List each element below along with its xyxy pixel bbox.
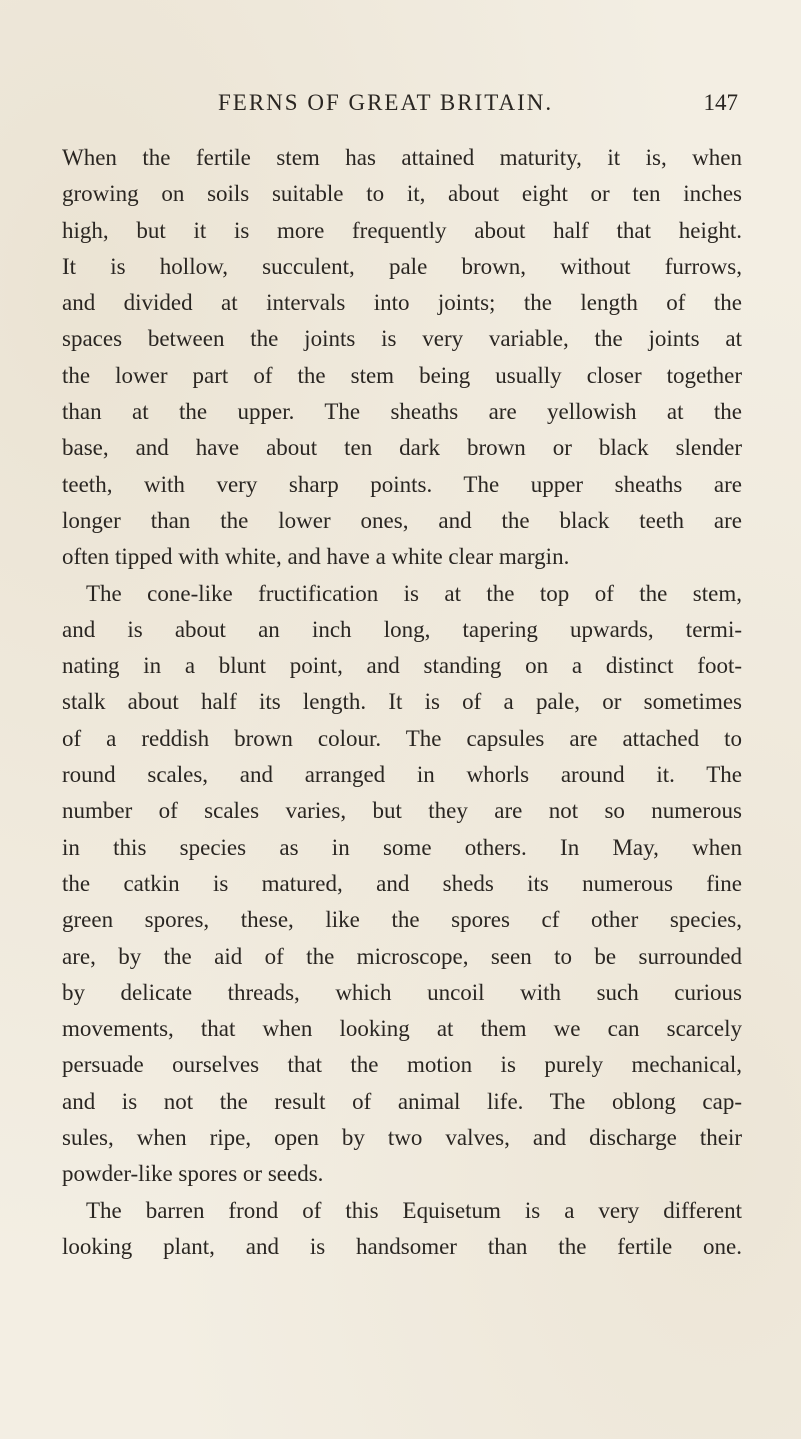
text-line: than at the upper. The sheaths are yellowish at the [62,399,742,425]
text-line: round scales, and arranged in whorls around it. The [62,762,742,788]
text-line: The barren frond of this Equisetum is a very different [86,1197,742,1223]
text-line: sules, when ripe, open by two valves, and discharge their [62,1125,742,1151]
text-line: spaces between the joints is very variable, the joints at [62,326,742,352]
text-line: stalk about half its length. It is of a pale, or sometimes [62,689,742,715]
text-line: base, and have about ten dark brown or black slender [62,435,742,461]
body-text [62,140,742,1265]
text-line: green spores, these, like the spores cf other species, [62,907,742,933]
text-line: by delicate threads, which uncoil with such curious [62,979,742,1005]
text-line: the lower part of the stem being usually closer together [62,362,742,388]
text-line: The cone-like fructification is at the top of the stem, [86,580,742,606]
text-line: It is hollow, succulent, pale brown, without furrows, [62,253,742,279]
running-head [218,90,738,126]
text-line: teeth, with very sharp points. The upper sheaths are [62,471,742,497]
page-number: 147 [703,90,738,115]
text-line: the catkin is matured, and sheds its numerous fine [62,870,742,896]
running-title: FERNS OF GREAT BRITAIN. [218,90,554,115]
text-line: When the fertile stem has attained maturity, it is, when [62,145,742,170]
text-line: movements, that when looking at them we can scarcely [62,1016,742,1042]
text-line: and is about an inch long, tapering upwards, termi- [62,616,742,642]
text-line: and is not the result of animal life. The oblong cap- [62,1088,742,1114]
text-line: powder-like spores or seeds. [62,1161,324,1187]
text-line: looking plant, and is handsomer than the fertile one. [62,1233,742,1259]
text-line: number of scales varies, but they are not so numerous [62,798,742,824]
text-line: of a reddish brown colour. The capsules are attached to [62,725,742,751]
text-line: high, but it is more frequently about half that height. [62,217,742,243]
text-line: growing on soils suitable to it, about eight or ten inches [62,181,742,207]
text-line: and divided at intervals into joints; the length of the [62,290,742,316]
text-line: persuade ourselves that the motion is purely mechanical, [62,1052,742,1078]
text-line: in this species as in some others. In May, when [62,834,742,860]
text-line: longer than the lower ones, and the black teeth are [62,507,742,533]
text-line: nating in a blunt point, and standing on a distinct foot- [62,653,742,679]
text-line: are, by the aid of the microscope, seen to be surrounded [62,943,742,969]
text-line: often tipped with white, and have a white clear margin. [62,544,570,570]
